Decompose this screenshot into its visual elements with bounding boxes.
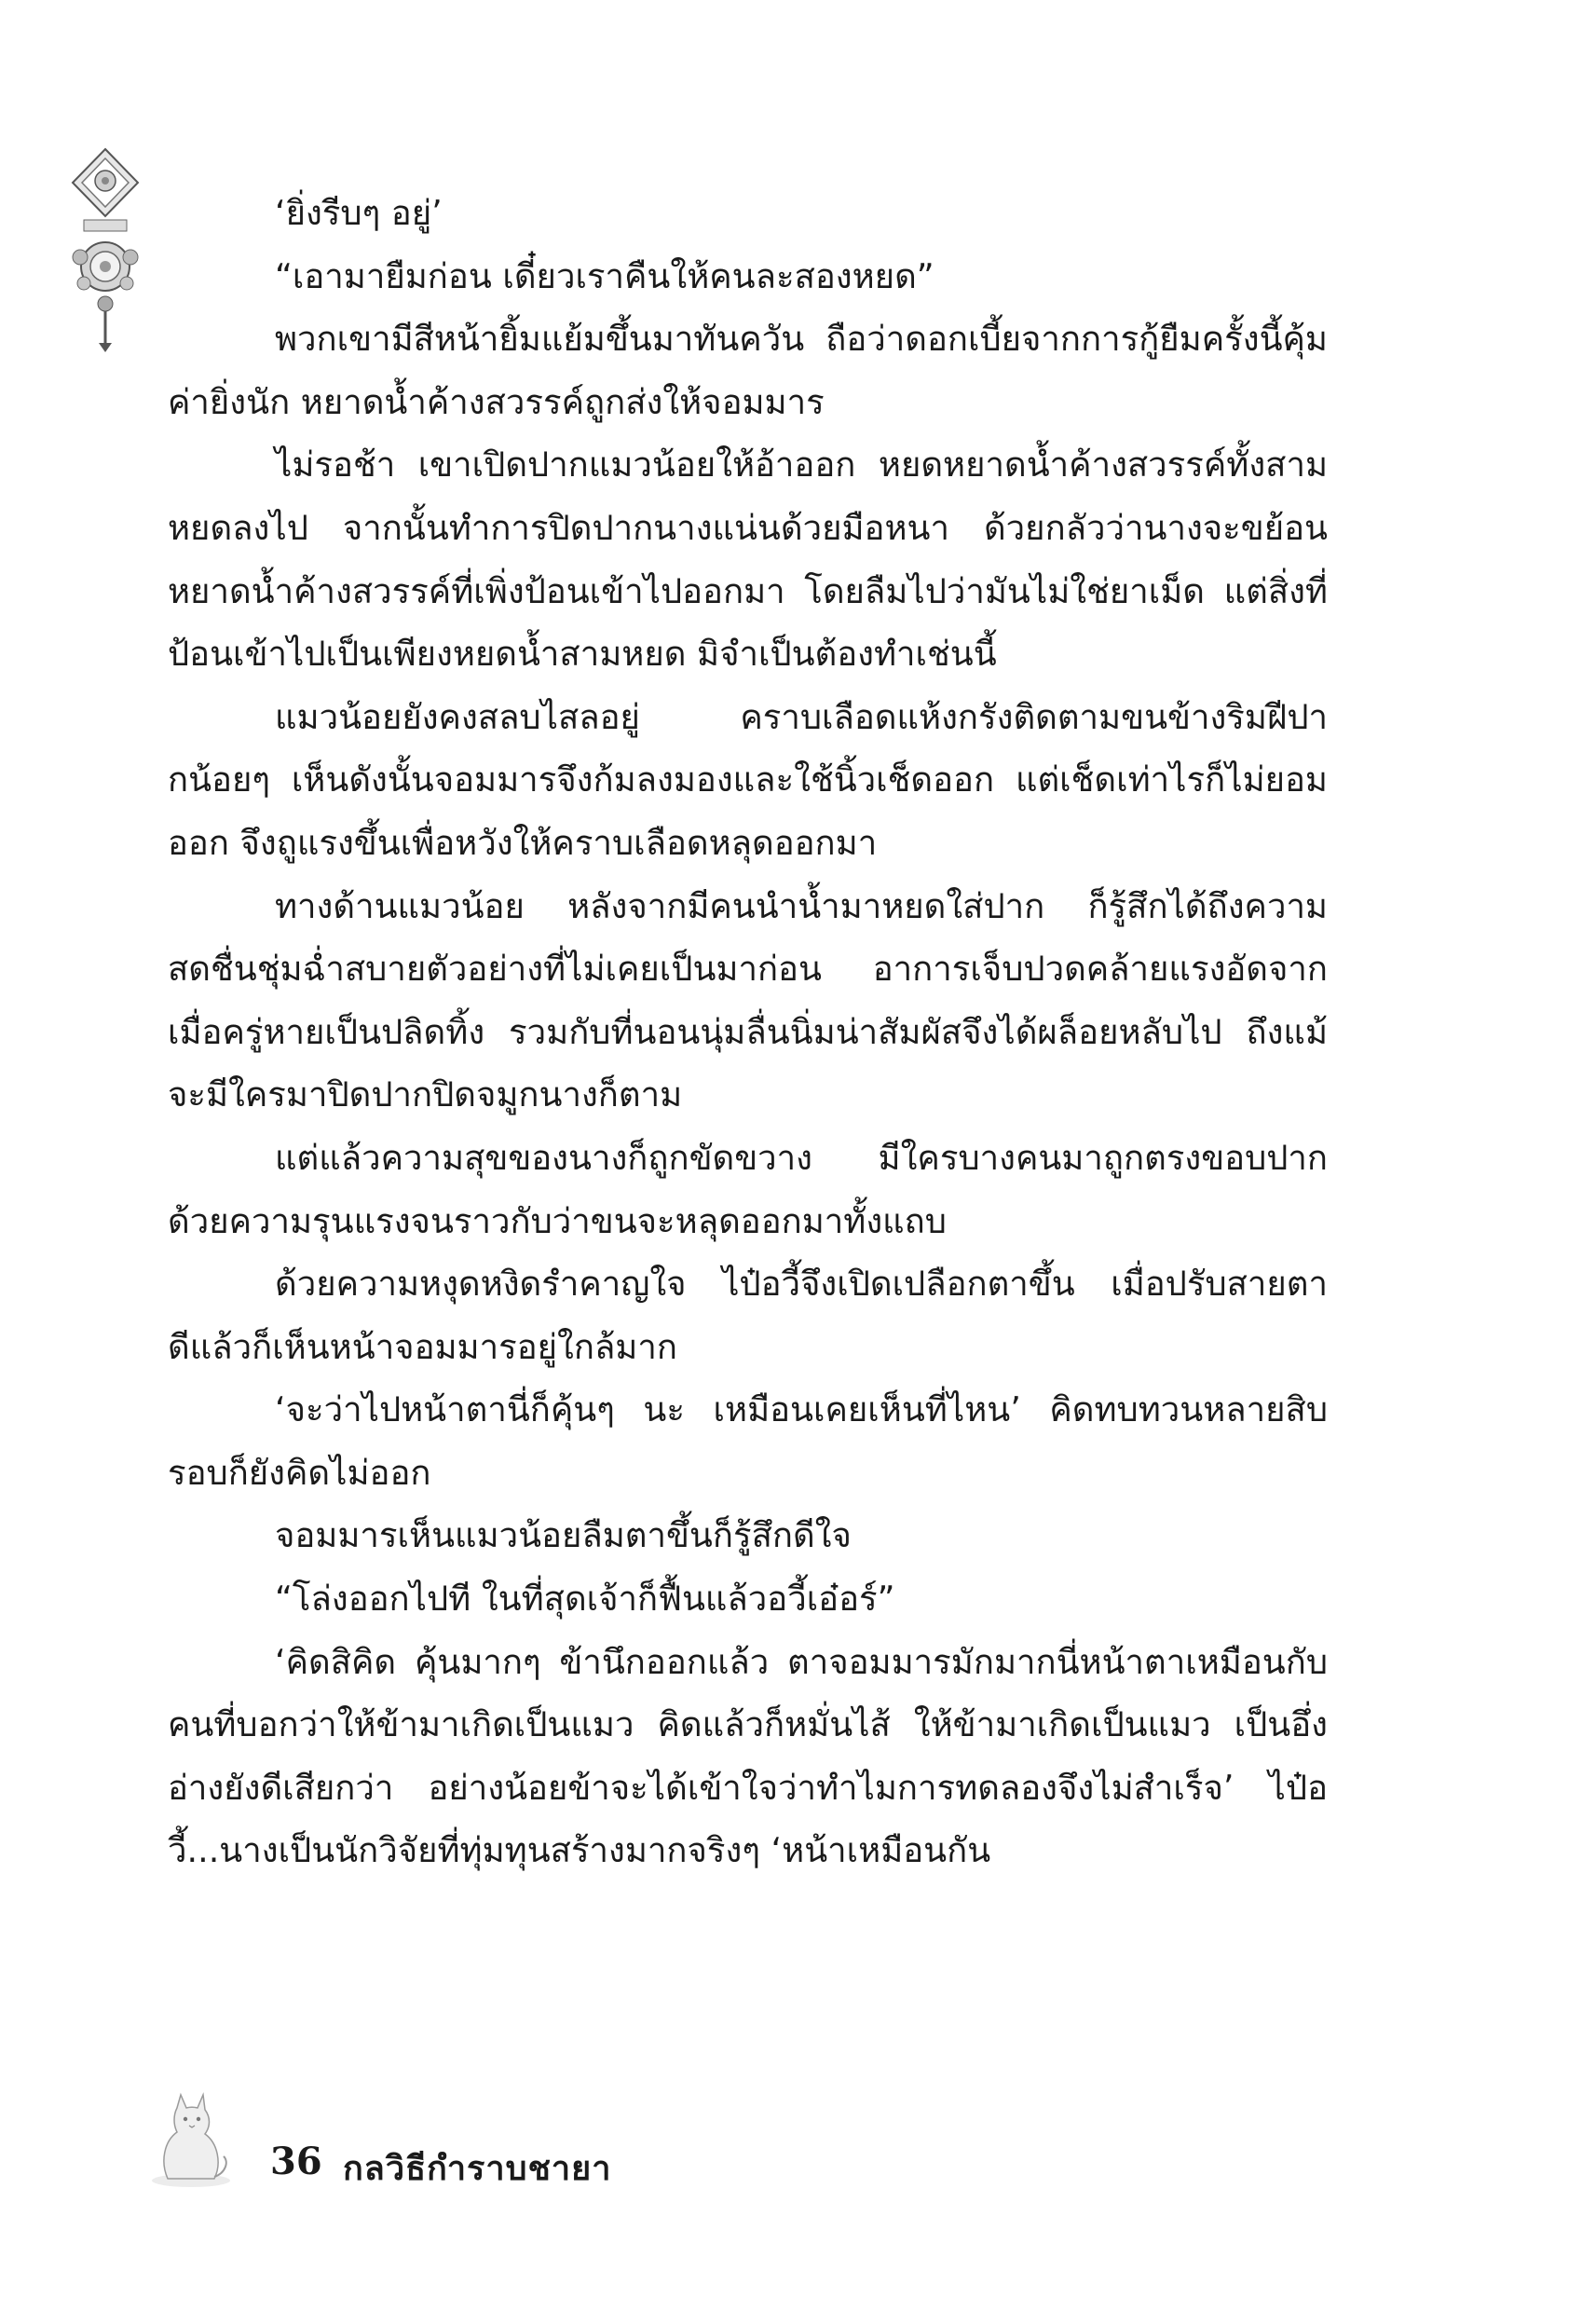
paragraph: พวกเขามีสีหน้ายิ้มแย้มขึ้นมาทันควัน ถือว่าดอกเบี้ยจากการกู้ยืมครั้งนี้คุ้มค่ายิ่งนัก หยาดน้ำค้างสวรรค์ถูกส่งให้จอมมาร (168, 319, 1328, 422)
paragraph: แต่แล้วความสุขของนางก็ถูกขัดขวาง มีใครบางคนมาถูกตรงขอบปากด้วยความรุนแรงจนราวกับว่าขนจะหลุดออกมาทั้งแถบ (168, 1137, 1328, 1241)
paragraph: ด้วยความหงุดหงิดรำคาญใจ ไป๋อวี้จึงเปิดเปลือกตาขึ้น เมื่อปรับสายตาดีแล้วก็เห็นหน้าจอมมารอยู่ใกล้มาก (168, 1264, 1328, 1367)
book-title: กลวิธีกำราบชายา (343, 2150, 612, 2188)
page-footer (140, 2087, 699, 2199)
paragraph: จอมมารเห็นแมวน้อยลืมตาขึ้นก็รู้สึกดีใจ (275, 1515, 852, 1556)
paragraph: ‘ยิ่งรีบๆ อยู่’ (275, 193, 443, 233)
sitting-cat-icon (140, 2087, 242, 2190)
paragraph: ไม่รอช้า เขาเปิดปากแมวน้อยให้อ้าออก หยดหยาดน้ำค้างสวรรค์ทั้งสามหยดลงไป จากนั้นทำการปิดปากนางแน่นด้วยมือหนา ด้วยกลัวว่านางจะขย้อนหยาดน้ำค้างสวรรค์ที่เพิ่งป้อนเข้าไปออกมา โดยลืมไปว่ามันไม่ใช่ยาเม็ด แต่สิ่งที่ป้อนเข้าไปเป็นเพียงหยดน้ำสามหยด มิจำเป็นต้องทำเช่นนี้ (168, 444, 1328, 675)
paragraph: ‘จะว่าไปหน้าตานี่ก็คุ้นๆ นะ เหมือนเคยเห็นที่ไหน’ คิดทบทวนหลายสิบรอบก็ยังคิดไม่ออก (168, 1389, 1328, 1493)
paragraph: “โล่งออกไปที ในที่สุดเจ้าก็ฟื้นแล้วอวี้เอ๋อร์” (275, 1579, 895, 1620)
paragraph: ทางด้านแมวน้อย หลังจากมีคนนำน้ำมาหยดใส่ปาก ก็รู้สึกได้ถึงความสดชื่นชุ่มฉ่ำสบายตัวอย่างที่ไม่เคยเป็นมาก่อน อาการเจ็บปวดคล้ายแรงอัดจากเมื่อครู่หายเป็นปลิดทิ้ง รวมกับที่นอนนุ่มลื่นนิ่มน่าสัมผัสจึงได้ผล็อยหลับไป ถึงแม้จะมีใครมาปิดปากปิดจมูกนางก็ตาม (168, 885, 1328, 1115)
paragraph: “เอามายืมก่อน เดี๋ยวเราคืนให้คนละสองหยด” (275, 255, 934, 296)
page-number: 36 (270, 2140, 322, 2183)
body-text (168, 182, 1328, 1882)
floral-diamond-ornament-icon (65, 147, 145, 354)
paragraph: แมวน้อยยังคงสลบไสลอยู่ คราบเลือดแห้งกรังติดตามขนข้างริมฝีปากน้อยๆ เห็นดังนั้นจอมมารจึงก้มลงมองและใช้นิ้วเช็ดออก แต่เช็ดเท่าไรก็ไม่ยอมออก จึงถูแรงขึ้นเพื่อหวังให้คราบเลือดหลุดออกมา (168, 696, 1328, 863)
paragraph: ‘คิดสิคิด คุ้นมากๆ ข้านึกออกแล้ว ตาจอมมารมักมากนี่หน้าตาเหมือนกับคนที่บอกว่าให้ข้ามาเกิดเป็นแมว คิดแล้วก็หมั่นไส้ ให้ข้ามาเกิดเป็นแมว เป็นอึ่งอ่างยังดีเสียกว่า อย่างน้อยข้าจะได้เข้าใจว่าทำไมการทดลองจึงไม่สำเร็จ’ ไป๋อวี้...นางเป็นนักวิจัยที่ทุ่มทุนสร้างมากจริงๆ ‘หน้าเหมือนกัน (168, 1641, 1328, 1871)
